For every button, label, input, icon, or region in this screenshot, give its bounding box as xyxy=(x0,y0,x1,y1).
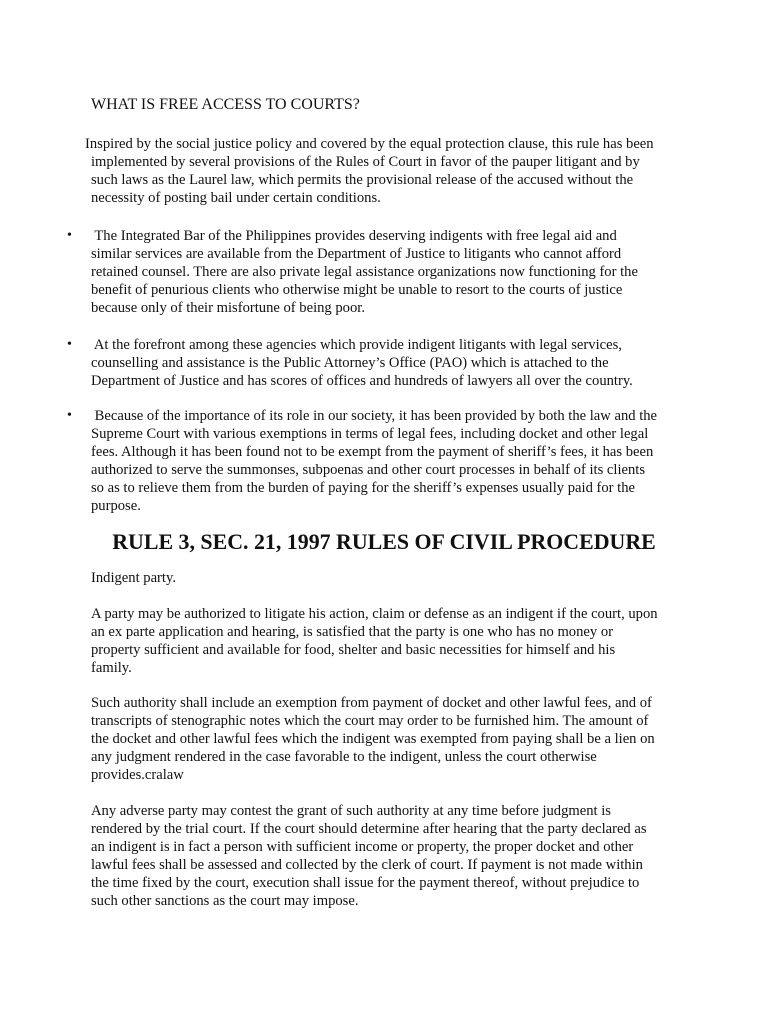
rule-line: an indigent is in fact a person with sufficient income or property, the proper docket and other xyxy=(91,839,634,855)
rule-line: family. xyxy=(91,660,132,676)
bullet-item xyxy=(67,407,691,515)
bullet-line: Because of the importance of its role in our society, it has been provided by both the law and the xyxy=(91,408,658,424)
bullet-line: benefit of penurious clients who otherwise might be unable to resort to the courts of justice xyxy=(91,282,623,298)
rule-paragraph xyxy=(91,694,691,784)
bullet-line: fees. Although it has been found not to be exempt from the payment of sheriff’s fees, it has been xyxy=(91,444,654,460)
intro-line: such laws as the Laurel law, which permits the provisional release of the accused without the xyxy=(91,172,634,188)
bullet-icon: • xyxy=(67,408,72,423)
bullet-line: similar services are available from the Department of Justice to litigants who cannot afford xyxy=(91,246,622,262)
bullet-line: counselling and assistance is the Public Attorney’s Office (PAO) which is attached to the xyxy=(91,355,609,371)
bullet-line: At the forefront among these agencies which provide indigent litigants with legal services, xyxy=(91,337,622,353)
bullet-line: retained counsel. There are also private legal assistance organizations now functioning for the xyxy=(91,264,638,280)
rule-line: any judgment rendered in the case favorable to the indigent, unless the court otherwise xyxy=(91,749,597,765)
intro-line: necessity of posting bail under certain conditions. xyxy=(91,190,381,206)
rule-line: rendered by the trial court. If the court should determine after hearing that the party declared as xyxy=(91,821,647,837)
rule-paragraph xyxy=(91,802,691,910)
bullet-line: Department of Justice and has scores of offices and hundreds of lawyers all over the country. xyxy=(91,373,633,389)
rule-line: provides.cralaw xyxy=(91,767,184,783)
bullet-icon: • xyxy=(67,228,72,243)
rule-line: transcripts of stenographic notes which the court may order to be furnished him. The amount of xyxy=(91,713,649,729)
bullet-line: because only of their misfortune of being poor. xyxy=(91,300,365,316)
bullet-line: so as to relieve them from the burden of paying for the sheriff’s expenses usually paid for the xyxy=(91,480,636,496)
bullet-item xyxy=(67,336,691,390)
rule-line: Indigent party. xyxy=(91,570,176,586)
bullet-line: purpose. xyxy=(91,498,141,514)
rule-heading xyxy=(0,529,768,554)
rule-line: the docket and other lawful fees which the indigent was exempted from paying shall be a lien on xyxy=(91,731,655,747)
intro-line: implemented by several provisions of the Rules of Court in favor of the pauper litigant and by xyxy=(91,154,640,170)
rule-line: the time fixed by the court, execution shall issue for the payment thereof, without prejudice to xyxy=(91,875,640,891)
rule-line: property sufficient and available for food, shelter and basic necessities for himself and his xyxy=(91,642,616,658)
bullet-icon: • xyxy=(67,337,72,352)
bullet-line: The Integrated Bar of the Philippines provides deserving indigents with free legal aid and xyxy=(91,228,617,244)
rule-line: an ex parte application and hearing, is satisfied that the party is one who has no money or xyxy=(91,624,613,640)
bullet-item xyxy=(67,227,691,317)
page-title: WHAT IS FREE ACCESS TO COURTS? xyxy=(91,96,360,113)
rule-line: lawful fees shall be assessed and collected by the clerk of court. If payment is not made within xyxy=(91,857,643,873)
intro-paragraph xyxy=(85,135,685,207)
bullet-line: authorized to serve the summonses, subpoenas and other court processes in behalf of its clients xyxy=(91,462,646,478)
bullet-line: Supreme Court with various exemptions in terms of legal fees, including docket and other legal xyxy=(91,426,649,442)
rule-paragraph xyxy=(91,569,691,587)
rule-line: such other sanctions as the court may impose. xyxy=(91,893,359,909)
intro-line: Inspired by the social justice policy and covered by the equal protection clause, this rule has been xyxy=(85,136,654,152)
rule-line: Such authority shall include an exemption from payment of docket and other lawful fees, and of xyxy=(91,695,652,711)
rule-line: A party may be authorized to litigate his action, claim or defense as an indigent if the court, upon xyxy=(91,606,658,622)
rule-paragraph xyxy=(91,605,691,677)
rule-line: Any adverse party may contest the grant of such authority at any time before judgment is xyxy=(91,803,611,819)
rule-heading-text: RULE 3, SEC. 21, 1997 RULES OF CIVIL PROCEDURE xyxy=(112,529,656,554)
